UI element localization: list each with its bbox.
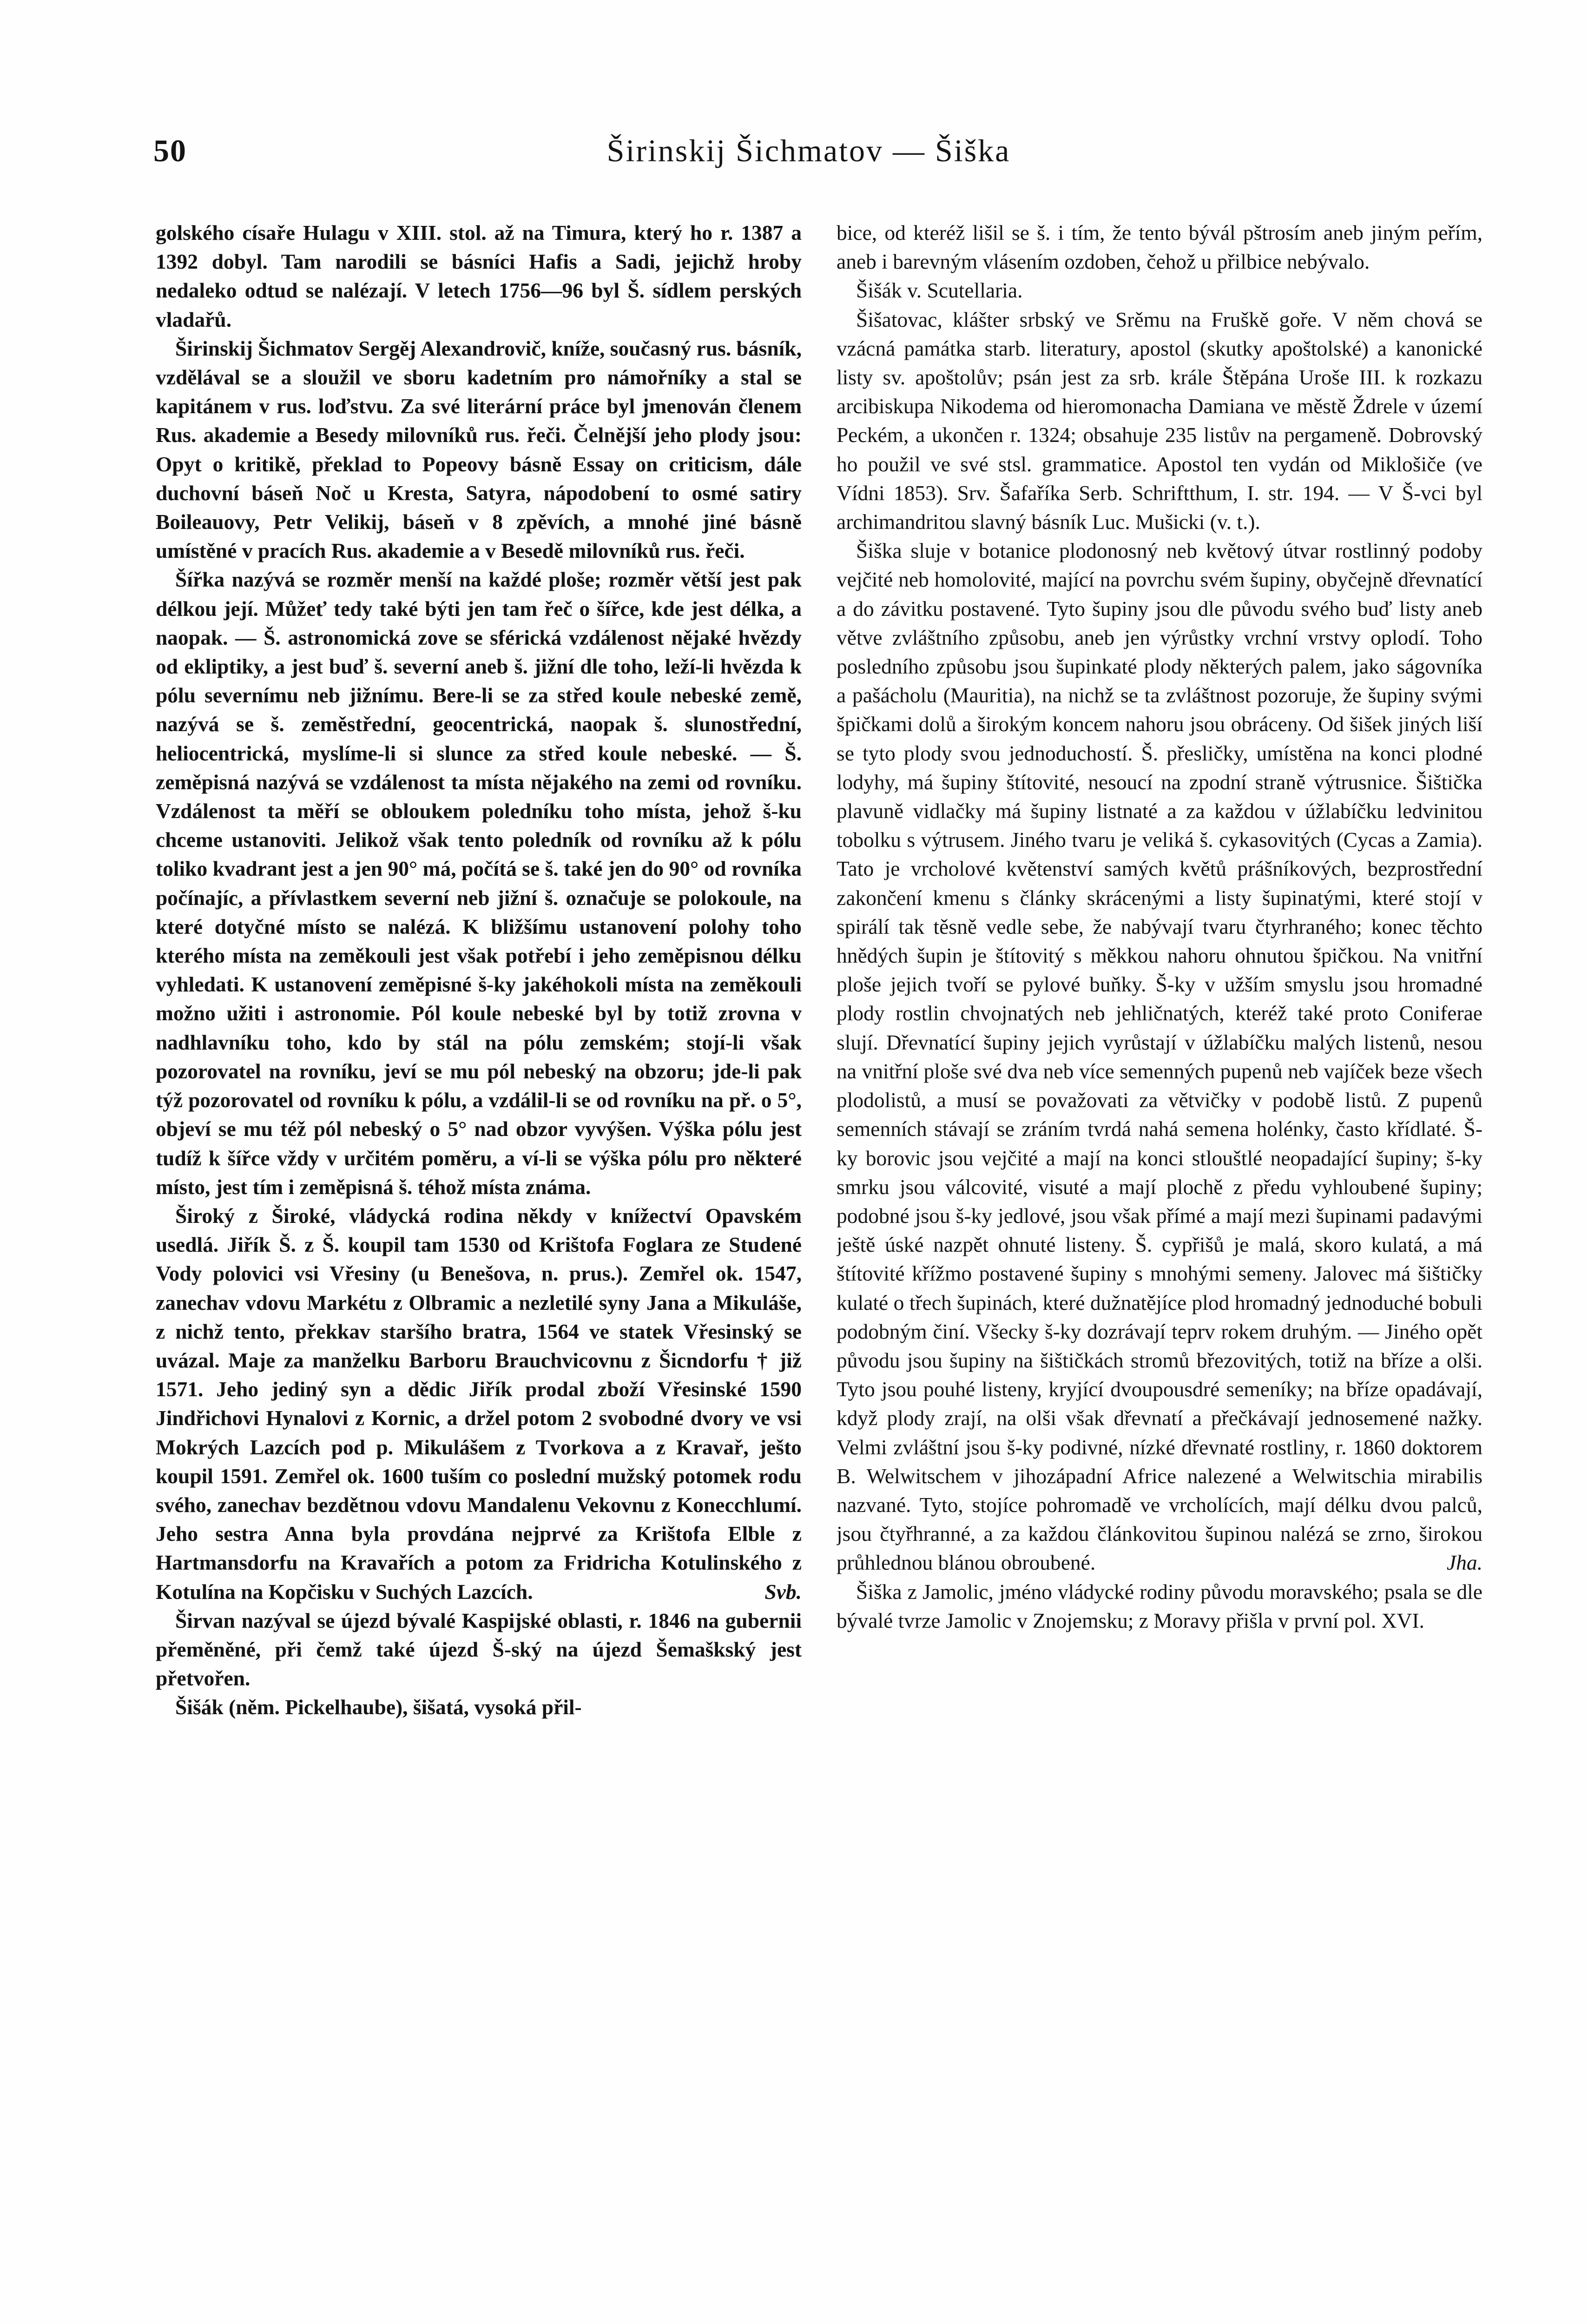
entry-siroky-z-siroke xyxy=(156,1202,802,1606)
entry-sisak: Šišák (něm. Pickelhaube), šišatá, vysoká přil- xyxy=(175,1695,582,1719)
page-header xyxy=(153,132,1464,188)
entry-text: Šiška sluje v botanice plodonosný neb květový útvar rostlinný podoby vejčité neb homolovité, mající na povrchu svém šupiny, obyčejně dřevnatící a do závitku postavené. Tyto šupiny jsou dle původu svého buď listy aneb větve zvláštního způsobu, aneb jen výrůstky vrchní vrstvy oplodí. Toho posledního způsobu jsou šupinkaté plody některých palem, jako ságovníka a pašácholu (Mauritia), na nichž se ta zvláštnost pozoruje, že šupiny svými špičkami dolů a širokým koncem nahoru jsou obráceny. Od šišek jiných liší se tyto plody svou jednoduchostí. Š. přesličky, umístěna na konci plodné lodyhy, má šupiny štítovité, nesoucí na zpodní straně výtrusnice. Šištička plavuně vidlačky má šupiny listnaté a za každou v úžlabíčku ledvinitou tobolku s výtrusem. Jiného tvaru je veliká š. cykasovitých (Cycas a Zamia). Tato je vrcholové květenství samých květů prášníkových, bezprostřední zakončení kmenu s články skrácenými a listy šupinatými, které stojí v spirálí tak těsně vedle sebe, že nabývají tvaru čtyrhraného; konec těchto hnědých šupin je štítovitý s měkkou nahoru ohnutou špičkou. Na vnitřní ploše jejich tvoří se pylové buňky. Š-ky v užším smyslu jsou hromadné plody rostlin chvojnatých neb jehličnatých, kteréž také proto Coniferae slují. Dřevnatící šupiny jejich vyrůstají v úžlabíčku malých listenů, nesou na vnitřní ploše své dva neb více semenných pupenů neb vajíček beze všech plodolistů, a musí se považovati za větvičky v podobě listů. Z pupenů semenních stávají se zráním tvrdá nahá semena holénky, často křídlaté. Š-ky borovic jsou vejčité a mají na konci stlouštlé neopadající šupiny; š-ky smrku jsou válcovité, visuté a mají plochě z předu vyhloubené šupiny; podobné jsou š-ky jedlové, jsou však přímé a mají mezi šupinami padavými ještě úské nazpět ohnuté listeny. Š. cypřišů je malá, skoro kulatá, a má štítovité křížmo postavené šupiny s mnohými semeny. Jalovec má šištičky kulaté o třech šupinách, které dužnatějíce plod hromadný jednoduché bobuli podobným činí. Všecky š-ky dozrávají teprv rokem druhým. — Jiného opět původu jsou šupiny na šištičkách stromů březovitých, totiž na bříze a olši. Tyto jsou pouhé listeny, kryjící dvoupousdré semeníky; na bříze opadávají, když plody zrají, na olši však dřevnatí a přečkávají jednosemené nažky. Velmi zvláštní jsou š-ky podivné, nízké dřevnaté rostliny, r. 1860 doktorem B. Welwitschem v jihozápadní Africe nalezené a Welwitschia mirabilis nazvané. Tyto, stojíce pohromadě ve vrcholících, mají délku dvou palců, jsou čtyřhranné, a za každou článkovitou šupinou nalézá se zrno, širokou průhlednou blánou obroubené. xyxy=(837,539,1483,1575)
entry-sisak-continued: bice, od kteréž lišil se š. i tím, že tento bývál pštrosím aneb jiným peřím, aneb i barevným vlásením ozdoben, čehož u přilbice nebývalo. xyxy=(837,221,1483,274)
author-signature: Svb. xyxy=(764,1579,802,1604)
entry-sirinskij-sichmatov: Širinskij Šichmatov Sergěj Alexandrovič, kníže, současný rus. básník, vzdělával se a sloužil ve sboru kadetním pro námořníky a stal se kapitánem v rus. loďstvu. Za své literární práce byl jmenován členem Rus. akademie a Besedy milovníků rus. řeči. Čelnější jeho plody jsou: Opyt o kritikě, překlad to Popeovy básně Essay on criticism, dále duchovní báseň Noč u Kresta, Satyra, nápodobení to osmé satiry Boileauovy, Petr Velikij, báseň v 8 zpěvích, a mnohé jiné básně umístěné v pracích Rus. akademie a v Besedě milovníků rus. řeči. xyxy=(156,336,802,563)
entry-sirvan: Širvan nazýval se újezd bývalé Kaspijské oblasti, r. 1846 na gubernii přeměněné, při čemž také újezd Š-ský na újezd Šemaškský jest přetvořen. xyxy=(156,1608,802,1690)
entry-siraz-continued: golského císaře Hulagu v XIII. stol. až na Timura, který ho r. 1387 a 1392 dobyl. Tam narodili se básníci Hafis a Sadi, jejichž hroby nedaleko odtud se nalézají. V letech 1756—96 byl Š. sídlem perských vladařů. xyxy=(156,221,802,331)
entry-siska-z-jamolic: Šiška z Jamolic, jméno vládycké rodiny původu moravského; psala se dle bývalé tvrze Jamolic v Znojemsku; z Moravy přišla v první pol. XVI. xyxy=(837,1579,1483,1632)
entry-sisatovac: Šišatovac, klášter srbský ve Srěmu na Fruškě goře. V něm chová se vzácná památka starb. literatury, apostol (skutky apoštolské) a kanonické listy sv. apoštolův; psán jest za srb. krále Štěpána Uroše III. k rozkazu arcibiskupa Nikodema od hieromonacha Damiana ve městě Ždrele v území Peckém, a ukončen r. 1324; obsahuje 235 listův na pergameně. Dobrovský ho použil ve své stsl. grammatice. Apostol ten vydán od Miklošiče (ve Vídni 1853). Srv. Šafaříka Serb. Schriftthum, I. str. 194. — V Š-vci byl archimandritou slavný básník Luc. Mušicki (v. t.). xyxy=(837,307,1483,534)
right-column xyxy=(837,218,1483,2287)
entry-text: Široký z Široké, vládycká rodina někdy v knížectví Opavském usedlá. Jiřík Š. z Š. koupil tam 1530 od Krištofa Foglara ze Studené Vody polovici vsi Vřesiny (u Benešova, n. prus.). Zemřel ok. 1547, zanechav vdovu Markétu z Olbramic a nezletilé syny Jana a Mikuláše, z nichž tento, překkav staršího bratra, 1564 ve statek Vřesinský se uvázal. Maje za manželku Barboru Brauchvicovnu z Šicndorfu † již 1571. Jeho jediný syn a dědic Jiřík prodal zboží Vřesinské 1590 Jindřichovi Hynalovi z Kornic, a držel potom 2 svobodné dvory ve vsi Mokrých Lazcích pod p. Mikulášem z Tvorkova a z Kravař, ješto koupil 1591. Zemřel ok. 1600 tuším co poslední mužský potomek rodu svého, zanechav bezdětnou vdovu Mandalenu Vekovnu z Konecchlumí. Jeho sestra Anna byla provdána nejprvé za Krištofa Elble z Hartmansdorfu na Kravařích a potom za Fridricha Kotulinského z Kotulína na Kopčisku v Suchých Lazcích. xyxy=(156,1203,802,1604)
author-signature: Jha. xyxy=(1446,1551,1483,1575)
left-column xyxy=(156,218,802,2287)
entry-sirka: Šířka nazývá se rozměr menší na každé ploše; rozměr větší jest pak délkou její. Můžeť tedy také býti jen tam řeč o šířce, kde jest délka, a naopak. — Š. astronomická zove se sférická vzdálenost nějaké hvězdy od ekliptiky, a jest buď š. severní aneb š. jižní dle toho, leží-li hvězda k pólu severnímu neb jižnímu. Bere-li se za střed koule nebeské země, nazývá se š. zeměstřední, geocentrická, naopak š. slunostřední, heliocentrická, myslíme-li si slunce za střed koule nebeské. — Š. zeměpisná nazývá se vzdálenost ta místa nějakého na zemi od rovníku. Vzdálenost ta měří se obloukem poledníku toho místa, jehož š-ku chceme ustanoviti. Jelikož však tento poledník od rovníku až k pólu toliko kvadrant jest a jen 90° má, počítá se š. také jen do 90° od rovníka počínajíc, a přívlastkem severní neb jižní š. označuje se polokoule, na které dotyčné místo se nalézá. K bližšímu ustanovení polohy toho kterého místa na zeměkouli jest však potřebí i jeho zeměpisnou délku vyhledati. K ustanovení zeměpisné š-ky jakéhokoli místa na zeměkouli možno užiti i astronomie. Pól koule nebeské byl by totiž zrovna v nadhlavníku toho, kdo by stál na pólu zemském; stojí-li však pozorovatel na rovníku, jeví se mu pól nebeský na obzoru; jde-li pak týž pozorovatel od rovníku k pólu, a vzdálil-li se od rovníku na př. o 5°, objeví se mu též pól nebeský o 5° nad obzor vyvýšen. Výška pólu jest tudíž k šířce vždy v určitém poměru, a ví-li se výška pólu pro některé místo, jest tím i zeměpisná š. téhož místa známa. xyxy=(156,568,802,1199)
page-number: 50 xyxy=(153,133,187,168)
entry-siska-botany xyxy=(837,536,1483,1577)
running-title: Širinskij Šichmatov — Šiška xyxy=(606,133,1011,168)
entry-sisak-reference: Šišák v. Scutellaria. xyxy=(856,278,1023,303)
